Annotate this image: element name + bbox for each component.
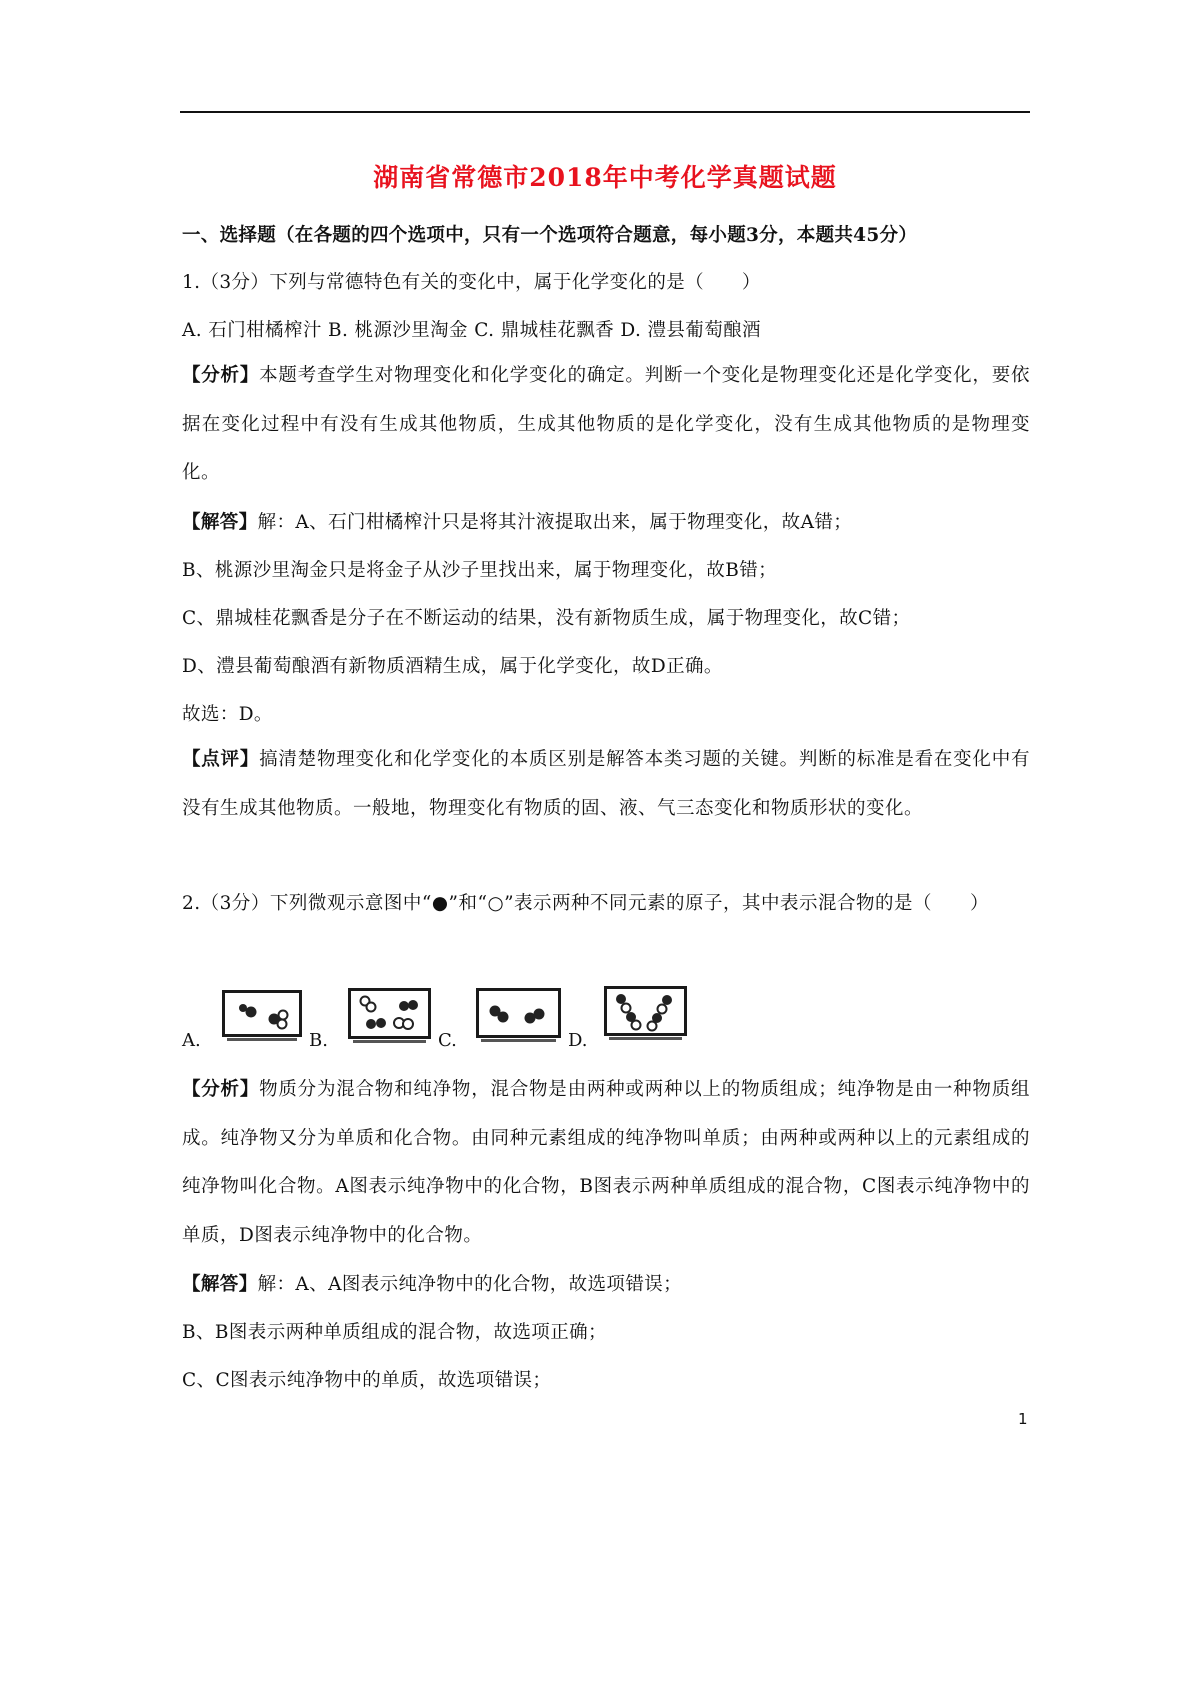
header-rule <box>180 111 1030 113</box>
analysis-tag: 【分析】 <box>182 1079 260 1100</box>
diagram-c <box>476 988 561 1038</box>
section-heading: 一、选择题（在各题的四个选项中，只有一个选项符合题意，每小题3分，本题共45分） <box>182 225 918 246</box>
answer-text: 解：A、石门柑橘榨汁只是将其汁液提取出来，属于物理变化，故A错； <box>257 512 853 533</box>
analysis-text: 本题考查学生对物理变化和化学变化的确定。判断一个变化是物理变化还是化学变化，要依据在变化过程中有没有生成其他物质，生成其他物质的是化学变化，没有生成其他物质的是物理变化。 <box>182 365 1030 483</box>
page-number: 1 <box>1018 1410 1028 1428</box>
q1-options: A. 石门柑橘榨汁 B. 桃源沙里淘金 C. 鼎城桂花飘香 D. 澧县葡萄酿酒 <box>182 320 761 341</box>
answer-tag: 【解答】 <box>182 1274 258 1295</box>
q1-analysis <box>182 352 1030 498</box>
q2-stem: 2.（3分）下列微观示意图中“●”和“○”表示两种不同元素的原子，其中表示混合物的是（ ） <box>182 893 990 914</box>
comment-tag: 【点评】 <box>182 749 260 770</box>
q2-analysis <box>182 1066 1030 1260</box>
q1-choice: 故选：D。 <box>182 704 273 725</box>
option-b-label: B. <box>309 1030 328 1051</box>
analysis-text: 物质分为混合物和纯净物，混合物是由两种或两种以上的物质组成；纯净物是由一种物质组成。纯净物又分为单质和化合物。由同种元素组成的纯净物叫单质；由两种或两种以上的元素组成的纯净物叫化合物。A图表示纯净物中的化合物，B图表示两种单质组成的混合物，C图表示纯净物中的单质，D图表示纯净物中的化合物。 <box>182 1079 1030 1246</box>
q2-answer-b: B、B图表示两种单质组成的混合物，故选项正确； <box>182 1322 607 1343</box>
q1-answer-b: B、桃源沙里淘金只是将金子从沙子里找出来，属于物理变化，故B错； <box>182 560 777 581</box>
q1-stem: 1.（3分）下列与常德特色有关的变化中，属于化学变化的是（ ） <box>182 272 761 293</box>
answer-text: 解：A、A图表示纯净物中的化合物，故选项错误； <box>257 1274 683 1295</box>
q2-answer-c: C、C图表示纯净物中的单质，故选项错误； <box>182 1370 552 1391</box>
document-title: 湖南省常德市2018年中考化学真题试题 <box>373 163 837 192</box>
q1-answer-d: D、澧县葡萄酿酒有新物质酒精生成，属于化学变化，故D正确。 <box>182 656 723 677</box>
q1-answer-c: C、鼎城桂花飘香是分子在不断运动的结果，没有新物质生成，属于物理变化，故C错； <box>182 608 911 629</box>
diagram-b <box>348 988 431 1039</box>
diagram-d <box>604 986 687 1036</box>
q1-answer <box>182 508 852 534</box>
diagram-a <box>222 990 302 1037</box>
answer-tag: 【解答】 <box>182 512 258 533</box>
comment-text: 搞清楚物理变化和化学变化的本质区别是解答本类习题的关键。判断的标准是看在变化中有没有生成其他物质。一般地，物理变化有物质的固、液、气三态变化和物质形状的变化。 <box>182 749 1030 819</box>
q1-comment <box>182 736 1030 833</box>
q2-answer <box>182 1270 682 1296</box>
option-a-label: A. <box>182 1030 201 1051</box>
option-c-label: C. <box>438 1030 457 1051</box>
analysis-tag: 【分析】 <box>182 365 260 386</box>
option-d-label: D. <box>568 1030 588 1051</box>
